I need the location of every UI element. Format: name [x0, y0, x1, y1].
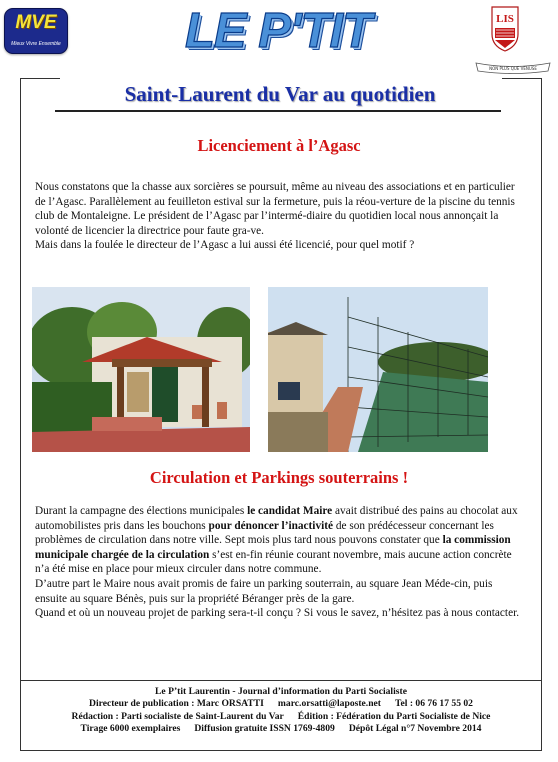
mve-logo [4, 8, 68, 54]
footer-divider [20, 680, 542, 681]
mve-tagline: Mieux Vivre Ensemble [11, 41, 61, 47]
crest-banner [474, 60, 552, 74]
footer [20, 686, 542, 736]
page-title: Saint-Laurent du Var au quotidien [124, 82, 436, 106]
title-divider [55, 110, 501, 112]
crest-text: LIS [496, 13, 514, 25]
paragraph: Durant la campagne des élections municipales le candidat Maire avait distribué des pains au chocolat aux automobilistes pris dans les bouchons pour dénoncer l’inactivité de son prédécesseur concernant les problèmes de circulation dans notre ville. Sept mois plus tard nous pouvons constater que la commission municipale chargée de la circulation s’est en-fin réunie courant novembre, mais aucune action concrète n’a été mise en place pour mieux circuler dans notre commune. [35, 505, 518, 576]
email-link[interactable]: marc.orsatti@laposte.net [277, 698, 381, 710]
crest-icon [491, 6, 519, 52]
photo-tennis-court [268, 287, 488, 452]
crest-motto: NON PLUS QUE VENUSE [489, 66, 537, 71]
paragraph: Nous constatons que la chasse aux sorcières se poursuit, même au niveau des associations et en particulier de l’Agasc. Parallèlement au feuilleton estival sur la fermeture, puis la réou-verture de la piscine du tennis club de Montaleigne. Le président de l’Agasc par l’intermé-diaire du quotidien local nous annonçait la volonté de licencier la directrice pour faute gra-ve. [35, 181, 515, 237]
footer-line: Le P’tit Laurentin - Journal d’information du Parti Socialiste [155, 686, 407, 697]
article-body-agasc [35, 180, 525, 253]
bold-phrase: le candidat Maire [247, 505, 333, 517]
footer-line: Rédaction : Parti socialiste de Saint-Laurent du Var Édition : Fédération du Parti Socialiste de Nice [71, 710, 491, 722]
article-title-agasc: Licenciement à l’Agasc [197, 136, 361, 155]
paragraph: Mais dans la foulée le directeur de l’Agasc a lui aussi été licencié, pour quel motif ? [35, 239, 415, 252]
frame-bottom [20, 750, 542, 751]
article-body-circulation [35, 504, 525, 621]
paragraph: Quand et où un nouveau projet de parking sera-t-il conçu ? Si vous le savez, n’hésitez pas à nous contacter. [35, 607, 520, 620]
frame-left [20, 78, 21, 750]
frame-right [541, 78, 542, 750]
article-title-circulation: Circulation et Parkings souterrains ! [149, 468, 409, 487]
frame-top-right [502, 78, 542, 79]
masthead-title: LE P'TIT [184, 4, 372, 58]
footer-line: Directeur de publication : Marc ORSATTI marc.orsatti@laposte.net Tel : 06 76 17 55 02 [89, 698, 473, 710]
masthead [74, 3, 482, 61]
paragraph: D’autre part le Maire nous avait promis de faire un parking souterrain, au square Jean Méde-cin, puis ensuite au square Bénès, puis sur la propriété Béranger près de la gare. [35, 577, 493, 605]
footer-line: Tirage 6000 exemplaires Diffusion gratuite ISSN 1769-4809 Dépôt Légal n°7 Novembre 2014 [80, 723, 482, 735]
frame-top-left [20, 78, 60, 79]
bold-phrase: la commission municipale chargée de la circulation [35, 534, 511, 561]
bold-phrase: pour dénoncer l’inactivité [208, 519, 334, 532]
mve-logo-text: MVE [15, 12, 57, 33]
photo-agasc-building [32, 287, 250, 452]
